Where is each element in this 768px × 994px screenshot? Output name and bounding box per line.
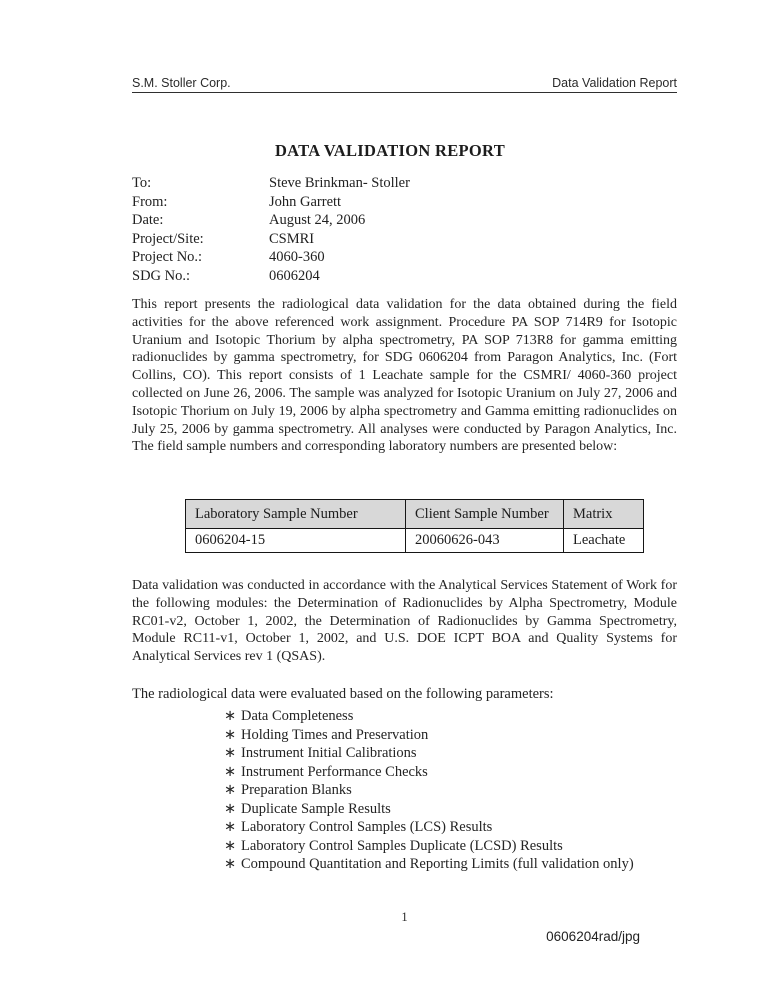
asterisk-bullet: ∗ xyxy=(224,837,237,854)
list-item xyxy=(224,800,677,819)
memo-label: Date: xyxy=(132,212,164,229)
memo-value: 4060-360 xyxy=(269,249,325,266)
asterisk-bullet: ∗ xyxy=(224,856,237,872)
memo-value: CSMRI xyxy=(269,230,315,247)
memo-value: John Garrett xyxy=(269,193,342,210)
memo-label: Project No.: xyxy=(132,249,203,266)
parameter-label: Laboratory Control Samples Duplicate (LCSD) Results xyxy=(241,837,563,854)
column-header-laboratory-sample-number: Laboratory Sample Number xyxy=(186,500,406,529)
parameters-intro: The radiological data were evaluated based on the following parameters: xyxy=(132,686,554,702)
asterisk-bullet: ∗ xyxy=(224,800,237,817)
intro-paragraph: This report presents the radiological data validation for the data obtained during the field activities for the above referenced work assignment. Procedure PA SOP 714R9 for Isotopic Uranium and Isotopic Thorium by alpha spectrometry, PA SOP 713R8 for gamma emitting radionuclides by gamma spectrometry, for SDG 0606204 from Paragon Analytics, Inc. (Fort Collins, CO). This report consists of 1 Leachate sample for the CSMRI/ 4060-360 project collected on June 26, 2006. The sample was analyzed for Isotopic Uranium on July 27, 2006 and Isotopic Thorium on July 19, 2006 by alpha spectrometry and Gamma emitting radionuclides on July 25, 2006 by gamma spectrometry. All analyses were conducted by Paragon Analytics, Inc. The field sample numbers and corresponding laboratory numbers are presented below: xyxy=(132,297,677,455)
column-header-matrix: Matrix xyxy=(564,500,644,529)
list-item xyxy=(224,763,677,782)
list-item xyxy=(224,781,677,800)
parameter-label: Data Completeness xyxy=(241,708,354,724)
memo-row-from xyxy=(132,193,410,212)
memo-value: August 24, 2006 xyxy=(269,212,366,229)
parameter-label: Holding Times and Preservation xyxy=(241,726,429,743)
header-company: S.M. Stoller Corp. xyxy=(132,76,231,90)
memo-value: Steve Brinkman- Stoller xyxy=(269,175,410,191)
memo-row-date xyxy=(132,211,410,230)
list-item xyxy=(224,837,677,856)
page-header xyxy=(132,76,677,93)
validation-paragraph: Data validation was conducted in accordance with the Analytical Services Statement of Work for the following modules: the Determination of Radionuclides by Alpha Spectrometry, Module RC01-v2, October 1, 2002, the Determination of Radionuclides by Gamma Spectrometry, Module RC11-v1, October 1, 2002, and U.S. DOE ICPT BOA and Quality Systems for Analytical Services rev 1 (QSAS). xyxy=(132,578,677,665)
table-cell-matrix: Leachate xyxy=(564,529,644,553)
asterisk-bullet: ∗ xyxy=(224,726,237,743)
memo-label: Project/Site: xyxy=(132,230,204,247)
header-report-type: Data Validation Report xyxy=(552,76,677,90)
memo-label: SDG No.: xyxy=(132,267,191,284)
list-item xyxy=(224,726,677,745)
parameter-label: Laboratory Control Samples (LCS) Results xyxy=(241,819,493,835)
parameter-label: Duplicate Sample Results xyxy=(241,800,391,817)
memo-row-project-no xyxy=(132,248,410,267)
memo-row-project-site xyxy=(132,230,410,249)
parameter-label: Compound Quantitation and Reporting Limits (full validation only) xyxy=(241,856,634,872)
page-title: DATA VALIDATION REPORT xyxy=(274,141,506,160)
column-header-client-sample-number: Client Sample Number xyxy=(406,500,564,529)
parameters-section xyxy=(132,685,677,874)
table-header-row xyxy=(186,500,644,529)
memo-label: To: xyxy=(132,175,152,191)
footer-doc-id: 0606204rad/jpg xyxy=(546,929,640,944)
parameters-list xyxy=(132,707,677,874)
asterisk-bullet: ∗ xyxy=(224,763,237,780)
memo-row-sdg-no xyxy=(132,267,410,286)
parameter-label: Instrument Performance Checks xyxy=(241,763,428,780)
list-item xyxy=(224,707,677,726)
table-row xyxy=(186,529,644,553)
memo-row-to xyxy=(132,174,410,193)
list-item xyxy=(224,818,677,837)
sample-table xyxy=(185,499,644,553)
page-number: 1 xyxy=(401,910,408,924)
asterisk-bullet: ∗ xyxy=(224,782,237,798)
table-cell-lab-number: 0606204-15 xyxy=(186,529,406,553)
list-item xyxy=(224,855,677,874)
list-item xyxy=(224,744,677,763)
asterisk-bullet: ∗ xyxy=(224,745,237,761)
asterisk-bullet: ∗ xyxy=(224,819,237,835)
parameter-label: Instrument Initial Calibrations xyxy=(241,745,417,761)
asterisk-bullet: ∗ xyxy=(224,708,237,724)
table-cell-client-number: 20060626-043 xyxy=(406,529,564,553)
parameter-label: Preparation Blanks xyxy=(241,782,352,798)
memo-value: 0606204 xyxy=(269,267,320,284)
memo-label: From: xyxy=(132,193,168,210)
memo-block xyxy=(132,174,410,286)
